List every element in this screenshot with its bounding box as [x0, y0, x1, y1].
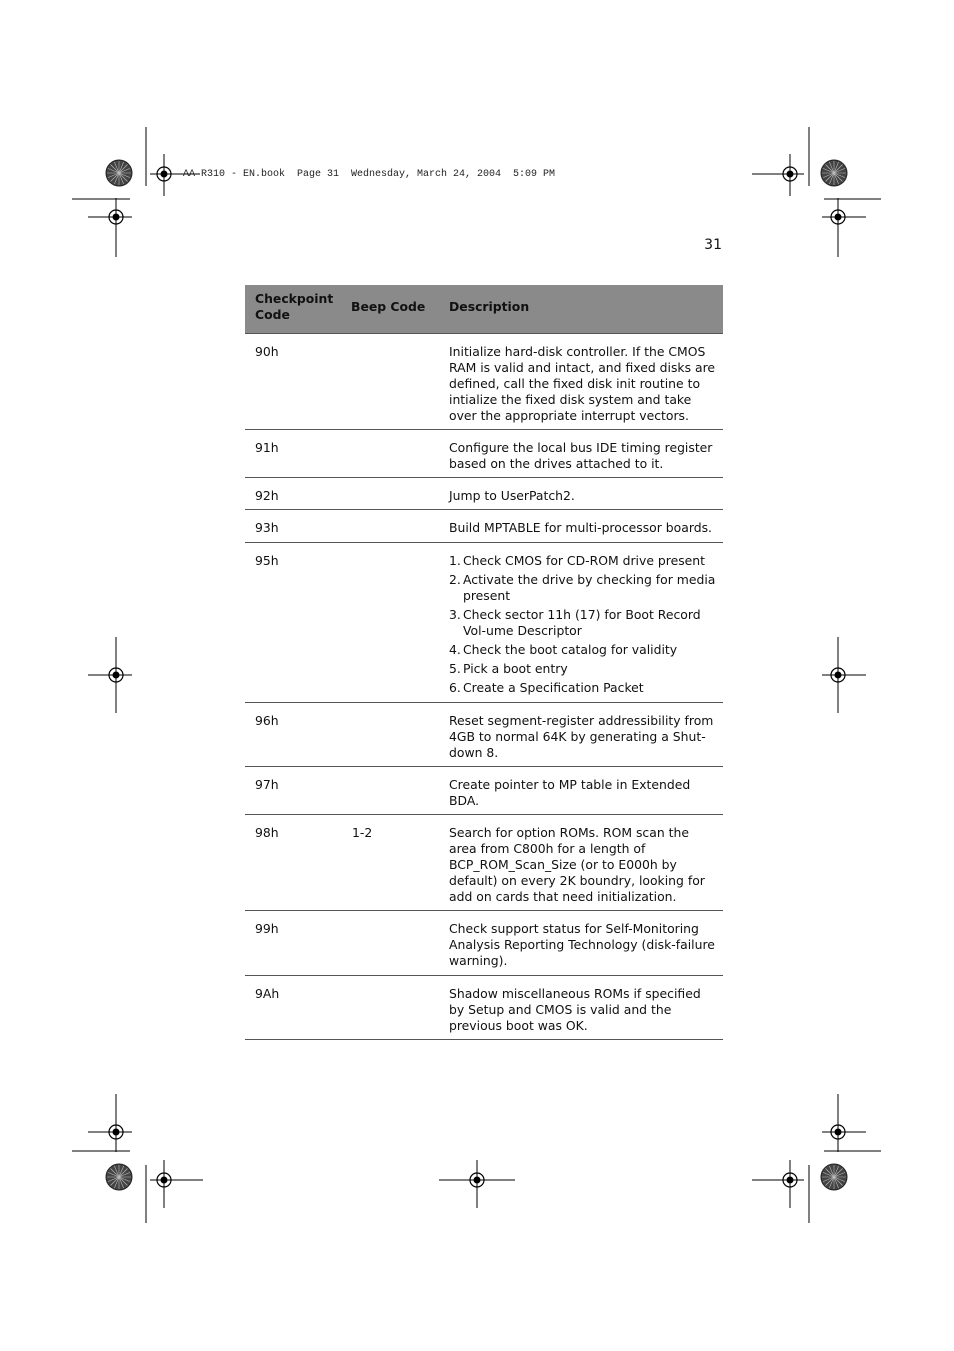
- book-header-line: AA R310 - EN.book Page 31 Wednesday, March 24, 2004 5:09 PM: [183, 169, 556, 180]
- description: Configure the local bus IDE timing register based on the drives attached to it.: [449, 440, 713, 471]
- description: Reset segment-register addressibility from 4GB to normal 64K by generating a Shut-down 8.: [449, 713, 714, 760]
- table-row: [245, 478, 723, 510]
- checkpoint-code: 90h: [255, 344, 279, 359]
- description: Check support status for Self-Monitoring Analysis Reporting Technology (disk-failure warning).: [449, 921, 715, 968]
- checkpoint-code: 98h: [255, 825, 279, 840]
- list-item: 5. Pick a boot entry: [449, 661, 717, 677]
- checkpoint-table: [245, 285, 723, 1040]
- step-text: Check the boot catalog for validity: [463, 642, 678, 657]
- description: Search for option ROMs. ROM scan the area from C800h for a length of BCP_ROM_Scan_Size (or to E000h by default) on every 2K boundry, looking for add on cards that need initialization.: [449, 825, 705, 904]
- column-header-description: Description: [449, 299, 530, 314]
- checkpoint-code: 93h: [255, 520, 279, 535]
- step-text: Check CMOS for CD-ROM drive present: [463, 553, 705, 568]
- beep-code: 1-2: [352, 825, 373, 840]
- description: [449, 553, 717, 699]
- checkpoint-code: 92h: [255, 488, 279, 503]
- table-row: [245, 334, 723, 430]
- table-row: [245, 703, 723, 767]
- description: Jump to UserPatch2.: [449, 488, 575, 503]
- column-header-checkpoint-code: Checkpoint Code: [255, 291, 334, 322]
- page-number: 31: [704, 237, 722, 253]
- checkpoint-code: 96h: [255, 713, 279, 728]
- step-text: Activate the drive by checking for media present: [463, 572, 716, 603]
- list-item: 6. Create a Specification Packet: [449, 680, 717, 696]
- table-header: [245, 285, 723, 334]
- checkpoint-code: 9Ah: [255, 986, 280, 1001]
- table-row: [245, 976, 723, 1040]
- description: Shadow miscellaneous ROMs if specified by Setup and CMOS is valid and the previous boot was OK.: [449, 986, 701, 1033]
- table-row: [245, 815, 723, 911]
- list-item: 2. Activate the drive by checking for media present: [449, 572, 716, 603]
- checkpoint-code: 95h: [255, 553, 279, 568]
- description: Create pointer to MP table in Extended BDA.: [449, 777, 691, 808]
- list-item: 3. Check sector 11h (17) for Boot Record Vol-ume Descriptor: [449, 607, 717, 639]
- checkpoint-code: 97h: [255, 777, 279, 792]
- table-row: [245, 430, 723, 478]
- table-row: [245, 911, 723, 976]
- step-text: Pick a boot entry: [463, 661, 568, 676]
- checkpoint-code: 99h: [255, 921, 279, 936]
- description: Build MPTABLE for multi-processor boards.: [449, 520, 712, 535]
- column-header-beep-code: Beep Code: [351, 299, 426, 314]
- list-item: 1. Check CMOS for CD-ROM drive present: [449, 553, 717, 569]
- description: Initialize hard-disk controller. If the CMOS RAM is valid and intact, and fixed disks are defined, call the fixed disk init routine to intialize the fixed disk system and take over the appropriate interrupt vectors.: [449, 344, 716, 423]
- step-text: Check sector 11h (17) for Boot Record Vol-ume Descriptor: [463, 607, 701, 638]
- list-item: 4. Check the boot catalog for validity: [449, 642, 717, 658]
- table-row: [245, 767, 723, 815]
- table-row: [245, 510, 723, 543]
- step-text: Create a Specification Packet: [463, 680, 644, 695]
- checkpoint-code: 91h: [255, 440, 279, 455]
- description-steps-list: [449, 553, 717, 696]
- table-row: [245, 543, 723, 703]
